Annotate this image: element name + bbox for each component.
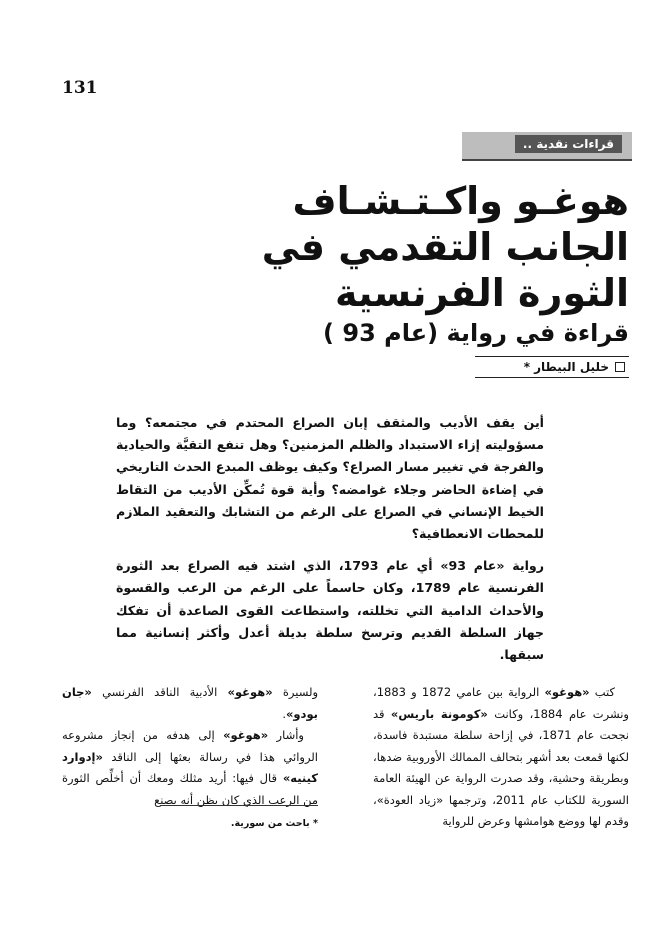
body-column-right	[373, 682, 629, 833]
article-subtitle: قراءة في رواية (عام 93 )	[323, 319, 629, 347]
body-text: الرواية بين عامي 1872 و 1883، ونشرت عام 1884، وكانت	[373, 685, 629, 721]
footnote-divider	[160, 805, 318, 806]
body-text: كتب	[589, 685, 615, 699]
commune-mention: «كومونة باريس»	[390, 706, 488, 721]
body-text: الأدبية الناقد الفرنسي	[91, 685, 228, 699]
square-bullet-icon	[615, 362, 625, 372]
body-paragraph	[62, 682, 318, 725]
footnote: * باحث من سورية.	[230, 818, 318, 829]
section-tab	[462, 132, 632, 161]
title-line-2: الجانب التقدمي في	[261, 225, 629, 269]
abstract-paragraph-1: أين يقف الأديب والمثقف إبان الصراع المحتدم في مجتمعه؟ وما مسؤوليته إزاء الاستبداد والظلم المزمنين؟ وهل تنفع التقيَّة والحيادية والفرجة في تغيير مسار الصراع؟ وكيف يوظف المبدع الحدث التاريخي في إضاءة الحاضر وجلاء غوامضه؟ وأية قوة تُمكِّن الأديب من التقاط الخيط الإنساني في الصراع على الرغم من التشابك والتعقيد الملازم للمحطات الانعطافية؟	[116, 415, 544, 542]
page-number: 131	[62, 78, 98, 98]
article-title	[209, 178, 629, 350]
body-column-left	[62, 682, 318, 811]
author-mention: «هوغو»	[544, 685, 590, 699]
body-paragraph	[62, 725, 318, 811]
author-name: خليل البيطار *	[523, 360, 609, 374]
body-text: قد نجحت عام 1871، في إزاحة سلطة مستبدة فاسدة، لكنها قمعت بعد أشهر بتحالف الممالك الأوروبية ضدها، وبطريقة وحشية، وقد صدرت الرواية عن الهيئة العامة السورية للكتاب عام 2011، وترجمها «زياد العودة»، وقدم لها ووضع هوامشها وعرض للرواية	[373, 706, 630, 828]
critic-mention: «جان بودو»	[62, 685, 318, 721]
abstract-paragraph-2: رواية «عام 93» أي عام 1793، الذي اشتد فيه الصراع بعد الثورة الفرنسية عام 1789، وكان حاسماً على الرغم من الرعب والقسوة والأحداث الدامية التي تخللته، واستطاعت القوى الصاعدة أن تفكك جهاز السلطة القديم وترسخ سلطة بديلة أعدل وأكثر إنسانية مما سبقها.	[116, 558, 544, 663]
title-line-3: الثورة الفرنسية	[335, 271, 629, 315]
critic-mention: «إدوارد كينيه»	[62, 749, 318, 785]
body-text: إلى هدفه من إنجاز مشروعه الروائي هذا في رسالة بعثها إلى الناقد	[62, 728, 318, 764]
body-text: ولسيرة	[272, 685, 319, 699]
title-line-1: هوغـو واكـتـشـاف	[292, 179, 629, 223]
section-label: قراءات نقدية ..	[515, 135, 622, 153]
author-line	[475, 356, 629, 378]
body-text: قال فيها: أريد مثلك ومعك أن أخلِّص الثورة من الرعب الذي كان يظن أنه يصنع	[62, 771, 318, 807]
author-mention: «هوغو»	[223, 728, 269, 742]
author-mention: «هوغو»	[227, 685, 273, 699]
body-text: وأشار	[268, 728, 304, 742]
abstract	[116, 412, 544, 676]
body-paragraph	[373, 682, 629, 833]
body-text: .	[282, 706, 286, 721]
